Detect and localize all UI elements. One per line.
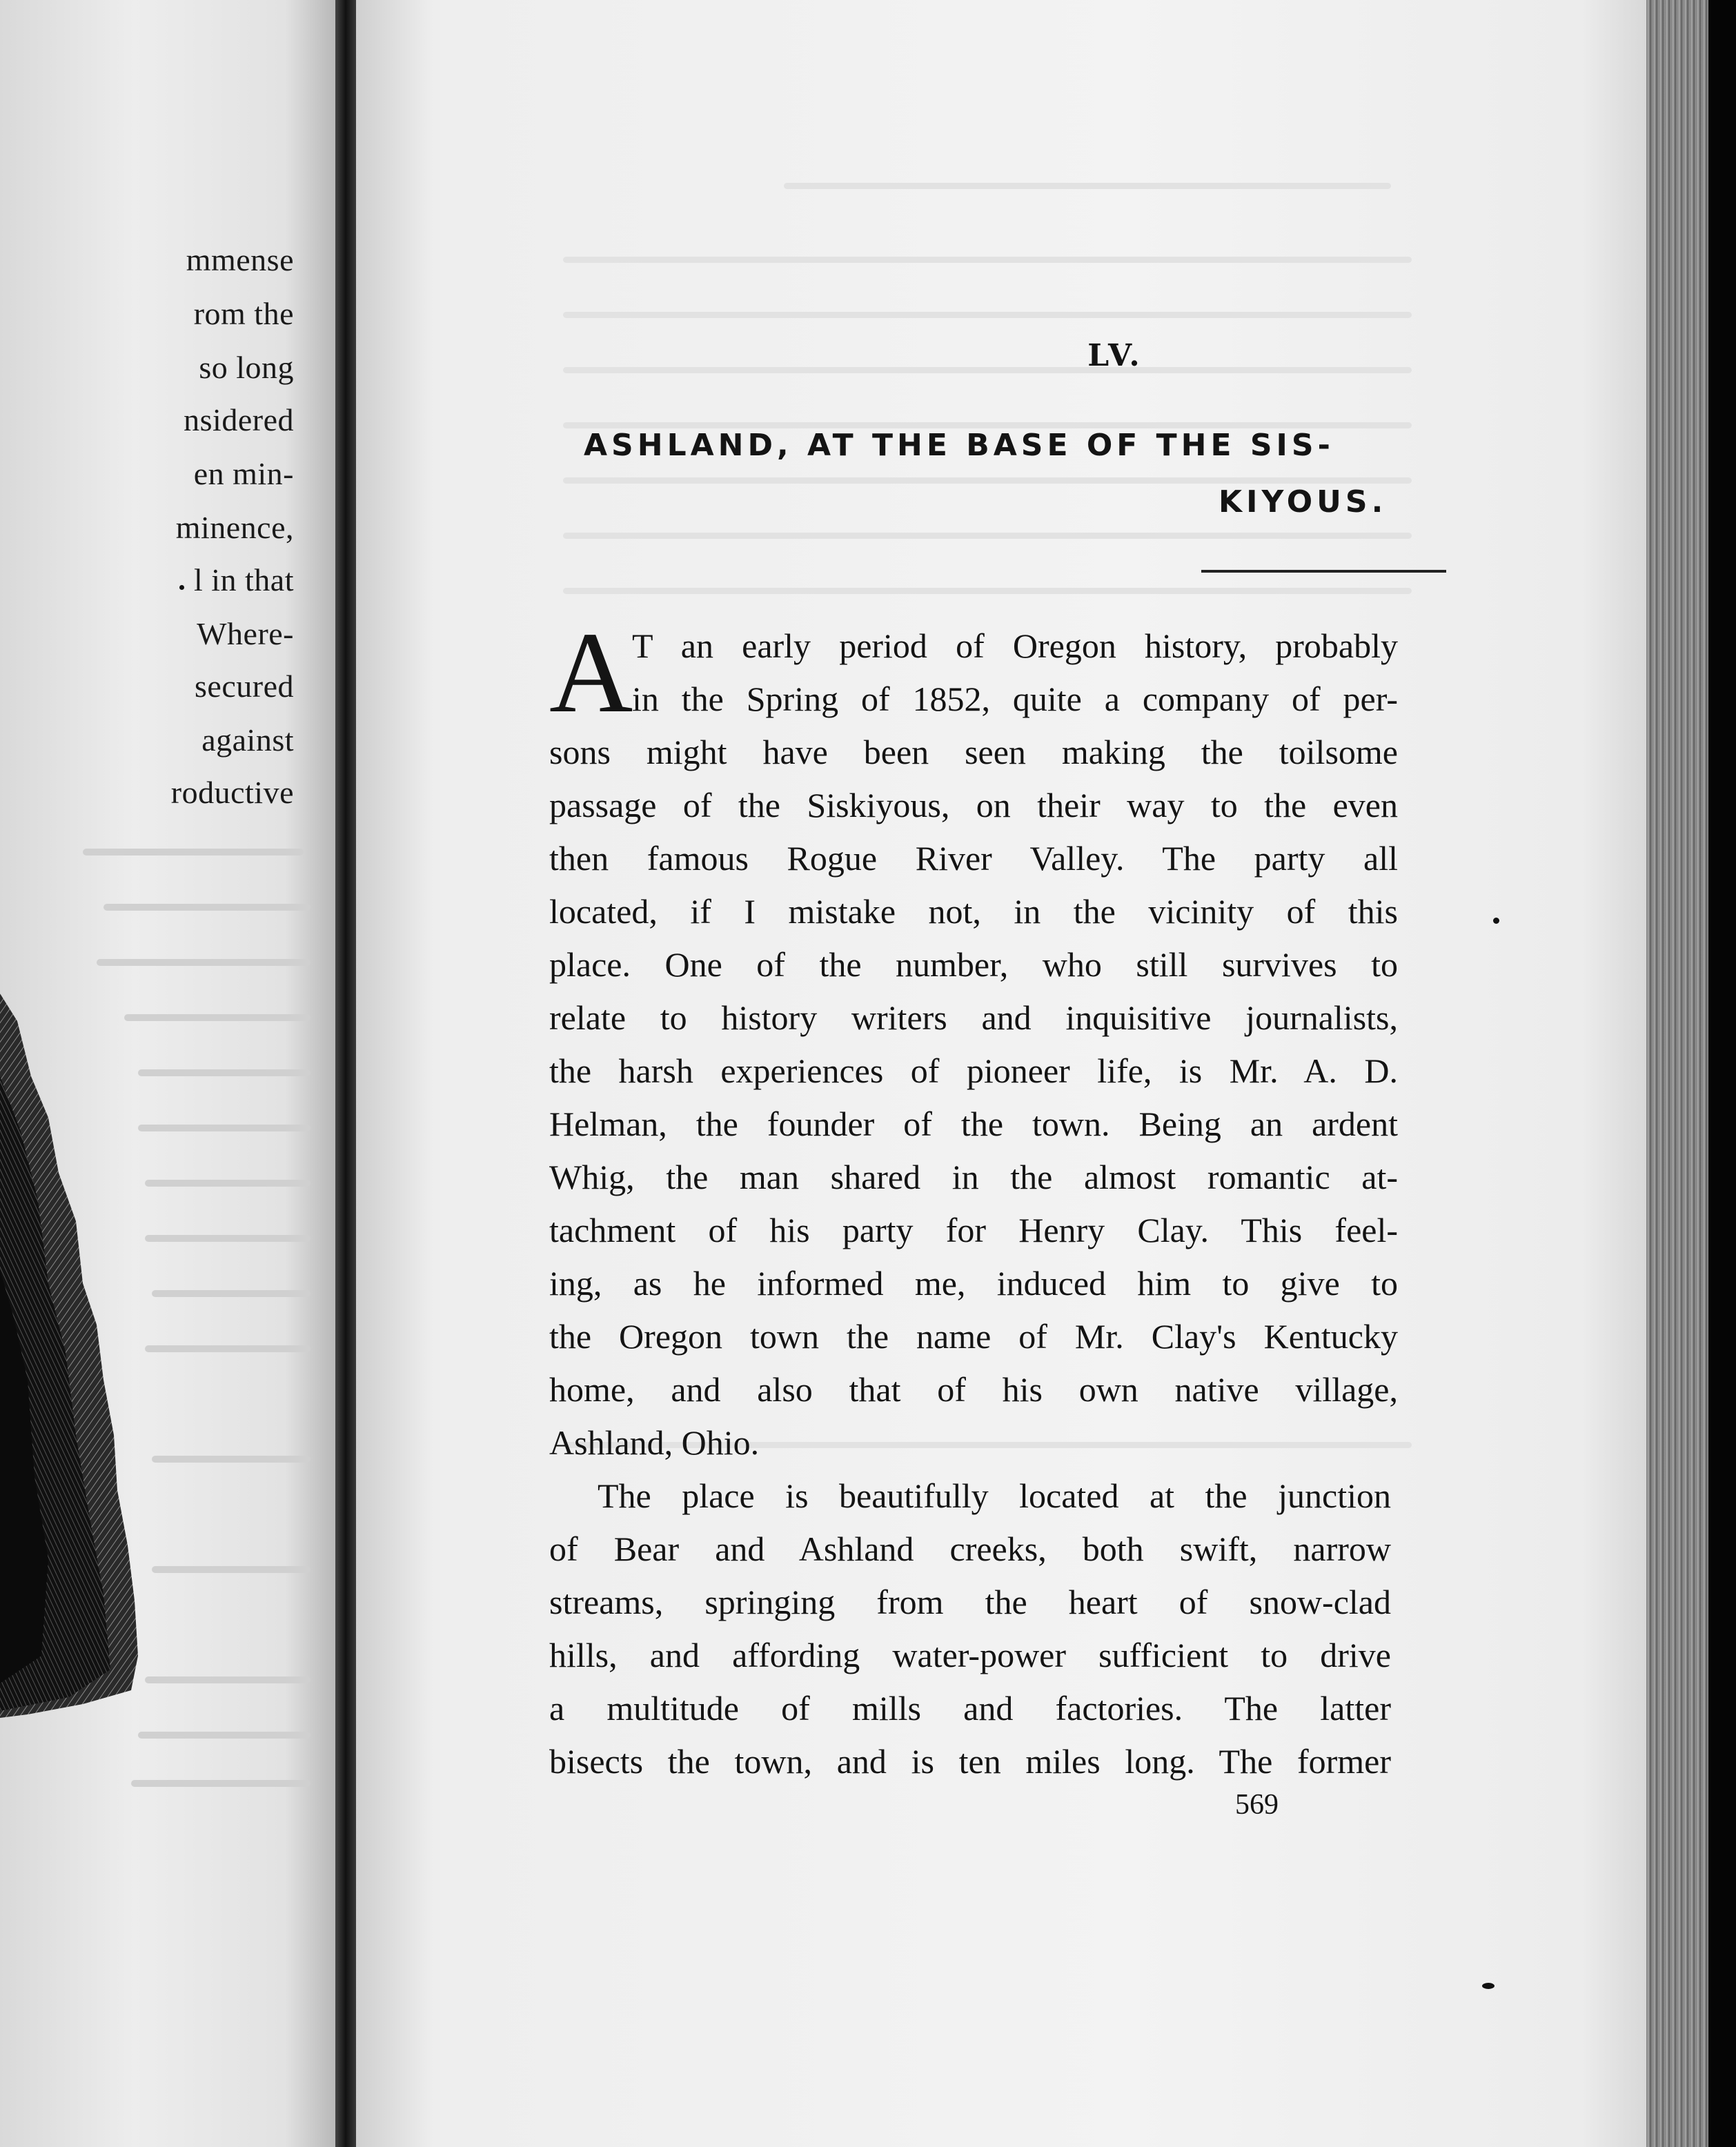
text-line: a multitude of mills and factories. The latter bbox=[549, 1689, 1391, 1728]
text-line: place. One of the number, who still survives to bbox=[549, 945, 1398, 984]
left-page bbox=[0, 0, 335, 2147]
drop-cap: A bbox=[549, 609, 633, 737]
text-line: tachment of his party for Henry Clay. This feel- bbox=[549, 1211, 1398, 1249]
left-text-fragment: mmense bbox=[186, 242, 294, 277]
left-text-fragment: en min- bbox=[193, 456, 294, 491]
text-line: ing, as he informed me, induced him to give to bbox=[549, 1264, 1398, 1303]
chapter-title-line-1: ASHLAND, AT THE BASE OF THE SIS- bbox=[584, 428, 1334, 463]
text-line: located, if I mistake not, in the vicinity of this bbox=[549, 892, 1398, 931]
bleed-through-line bbox=[563, 588, 1412, 594]
bleed-through-line bbox=[563, 477, 1412, 484]
left-text-fragment: minence, bbox=[175, 510, 294, 545]
text-line: Ashland, Ohio. bbox=[549, 1423, 760, 1462]
book-gutter bbox=[335, 0, 356, 2147]
bleed-through-line bbox=[138, 1732, 310, 1739]
bleed-through-line bbox=[152, 1566, 310, 1573]
bleed-through-line bbox=[784, 183, 1391, 189]
left-text-fragment: roductive bbox=[170, 775, 294, 810]
text-line: T an early period of Oregon history, probably bbox=[632, 626, 1398, 665]
bleed-through-line bbox=[563, 257, 1412, 263]
text-line: passage of the Siskiyous, on their way to the even bbox=[549, 786, 1398, 824]
bleed-through-line bbox=[97, 959, 310, 966]
engraving-illustration bbox=[0, 993, 138, 1718]
left-text-fragment: secured bbox=[195, 669, 294, 704]
bleed-through-line bbox=[145, 1180, 310, 1187]
bleed-through-line bbox=[83, 849, 304, 855]
bleed-through-line bbox=[145, 1345, 310, 1352]
left-text-fragment: against bbox=[201, 722, 294, 758]
chapter-number: LV. bbox=[1087, 338, 1143, 373]
bleed-through-line bbox=[138, 1069, 310, 1076]
text-line: Helman, the founder of the town. Being an ardent bbox=[549, 1105, 1398, 1143]
bleed-through-line bbox=[563, 533, 1412, 539]
right-page bbox=[356, 0, 1646, 2147]
ink-speck bbox=[1482, 1983, 1495, 1989]
left-text-fragment: nsidered bbox=[184, 402, 294, 437]
text-line: home, and also that of his own native village, bbox=[549, 1370, 1398, 1409]
left-text-fragment: l in that bbox=[193, 562, 294, 597]
text-line: sons might have been seen making the toilsome bbox=[549, 733, 1398, 771]
bleed-through-line bbox=[124, 1014, 310, 1021]
bleed-through-line bbox=[145, 1676, 310, 1683]
text-line: bisects the town, and is ten miles long. The former bbox=[549, 1742, 1391, 1781]
scan-border bbox=[1708, 0, 1736, 2147]
text-line: hills, and affording water-power sufficient to drive bbox=[549, 1636, 1391, 1674]
text-line: the harsh experiences of pioneer life, is Mr. A. D. bbox=[549, 1051, 1398, 1090]
bleed-through-line bbox=[138, 1125, 310, 1131]
bleed-through-line bbox=[131, 1780, 310, 1787]
bleed-through-line bbox=[145, 1235, 310, 1242]
page-edges bbox=[1646, 0, 1708, 2147]
text-line: of Bear and Ashland creeks, both swift, narrow bbox=[549, 1530, 1391, 1568]
chapter-title-line-2: KIYOUS. bbox=[1219, 484, 1388, 520]
text-line: the Oregon town the name of Mr. Clay's Kentucky bbox=[549, 1317, 1398, 1356]
text-line: Whig, the man shared in the almost romantic at- bbox=[549, 1158, 1398, 1196]
left-text-fragment: so long bbox=[199, 350, 294, 385]
text-line: relate to history writers and inquisitive journalists, bbox=[549, 998, 1398, 1037]
bleed-through-line bbox=[152, 1290, 310, 1297]
left-text-fragment: rom the bbox=[193, 296, 294, 331]
text-line: then famous Rogue River Valley. The party all bbox=[549, 839, 1398, 878]
text-line: in the Spring of 1852, quite a company of per- bbox=[632, 680, 1398, 718]
text-line: streams, springing from the heart of snow-clad bbox=[549, 1583, 1391, 1621]
left-text-fragment: Where- bbox=[197, 616, 294, 651]
text-line: The place is beautifully located at the junction bbox=[598, 1476, 1391, 1515]
bleed-through-line bbox=[152, 1456, 310, 1463]
page-number: 569 bbox=[1235, 1789, 1279, 1821]
bleed-through-line bbox=[563, 312, 1412, 318]
title-rule bbox=[1201, 570, 1446, 573]
ink-speck bbox=[1493, 918, 1499, 924]
ink-speck bbox=[179, 585, 184, 590]
bleed-through-line bbox=[103, 904, 310, 911]
